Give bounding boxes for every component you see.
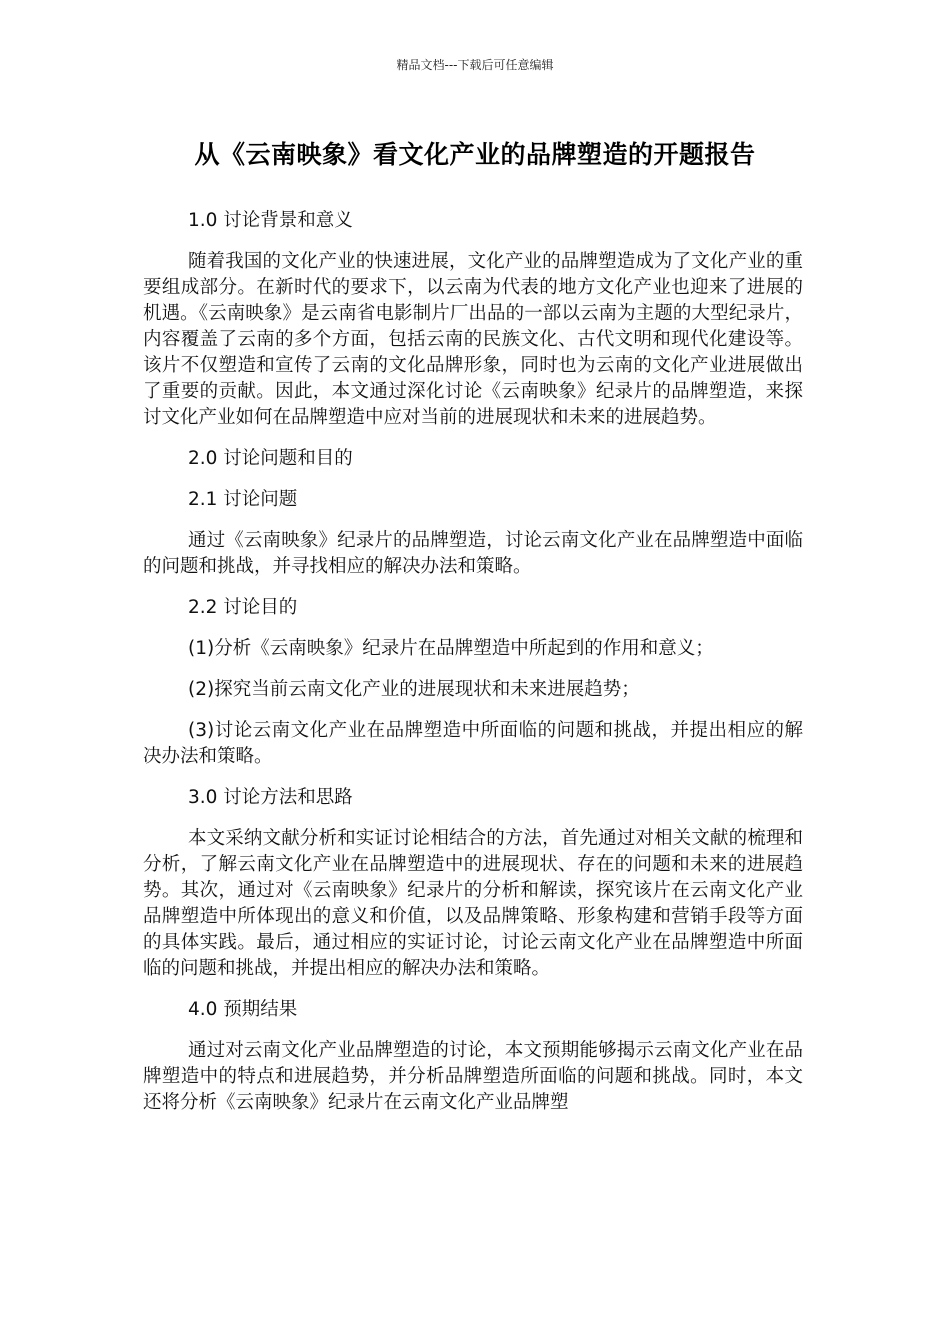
section-heading: 2.0 讨论问题和目的	[188, 448, 353, 469]
section-heading: 4.0 预期结果	[188, 999, 298, 1020]
document-body	[143, 208, 803, 1131]
section-heading: 3.0 讨论方法和思路	[188, 787, 353, 808]
list-item: (3)讨论云南文化产业在品牌塑造中所面临的问题和挑战，并提出相应的解决办法和策略。	[143, 720, 803, 767]
header-note: 精品文档---下载后可任意编辑	[396, 58, 554, 72]
subsection-heading: 2.2 讨论目的	[188, 597, 298, 618]
subsection-heading: 2.1 讨论问题	[188, 489, 298, 510]
document-title: 从《云南映象》看文化产业的品牌塑造的开题报告	[194, 140, 756, 169]
body-paragraph: 通过《云南映象》纪录片的品牌塑造，讨论云南文化产业在品牌塑造中面临的问题和挑战，并寻找相应的解决办法和策略。	[143, 530, 803, 577]
body-paragraph: 随着我国的文化产业的快速进展，文化产业的品牌塑造成为了文化产业的重要组成部分。在新时代的要求下，以云南为代表的地方文化产业也迎来了进展的机遇。《云南映象》是云南省电影制片厂出品的一部以云南为主题的大型纪录片，内容覆盖了云南的多个方面，包括云南的民族文化、古代文明和现代化建设等。该片不仅塑造和宣传了云南的文化品牌形象，同时也为云南的文化产业进展做出了重要的贡献。因此，本文通过深化讨论《云南映象》纪录片的品牌塑造，来探讨文化产业如何在品牌塑造中应对当前的进展现状和未来的进展趋势。	[143, 251, 803, 428]
list-item: (2)探究当前云南文化产业的进展现状和未来进展趋势；	[188, 679, 640, 700]
section-heading: 1.0 讨论背景和意义	[188, 210, 353, 231]
body-paragraph: 通过对云南文化产业品牌塑造的讨论，本文预期能够揭示云南文化产业在品牌塑造中的特点和进展趋势，并分析品牌塑造所面临的问题和挑战。同时，本文还将分析《云南映象》纪录片在云南文化产业品牌塑	[143, 1040, 803, 1113]
list-item: (1)分析《云南映象》纪录片在品牌塑造中所起到的作用和意义；	[188, 638, 714, 659]
body-paragraph: 本文采纳文献分析和实证讨论相结合的方法，首先通过对相关文献的梳理和分析，了解云南文化产业在品牌塑造中的进展现状、存在的问题和未来的进展趋势。其次，通过对《云南映象》纪录片的分析和解读，探究该片在云南文化产业品牌塑造中所体现出的意义和价值，以及品牌策略、形象构建和营销手段等方面的具体实践。最后，通过相应的实证讨论，讨论云南文化产业在品牌塑造中所面临的问题和挑战，并提出相应的解决办法和策略。	[143, 828, 803, 979]
